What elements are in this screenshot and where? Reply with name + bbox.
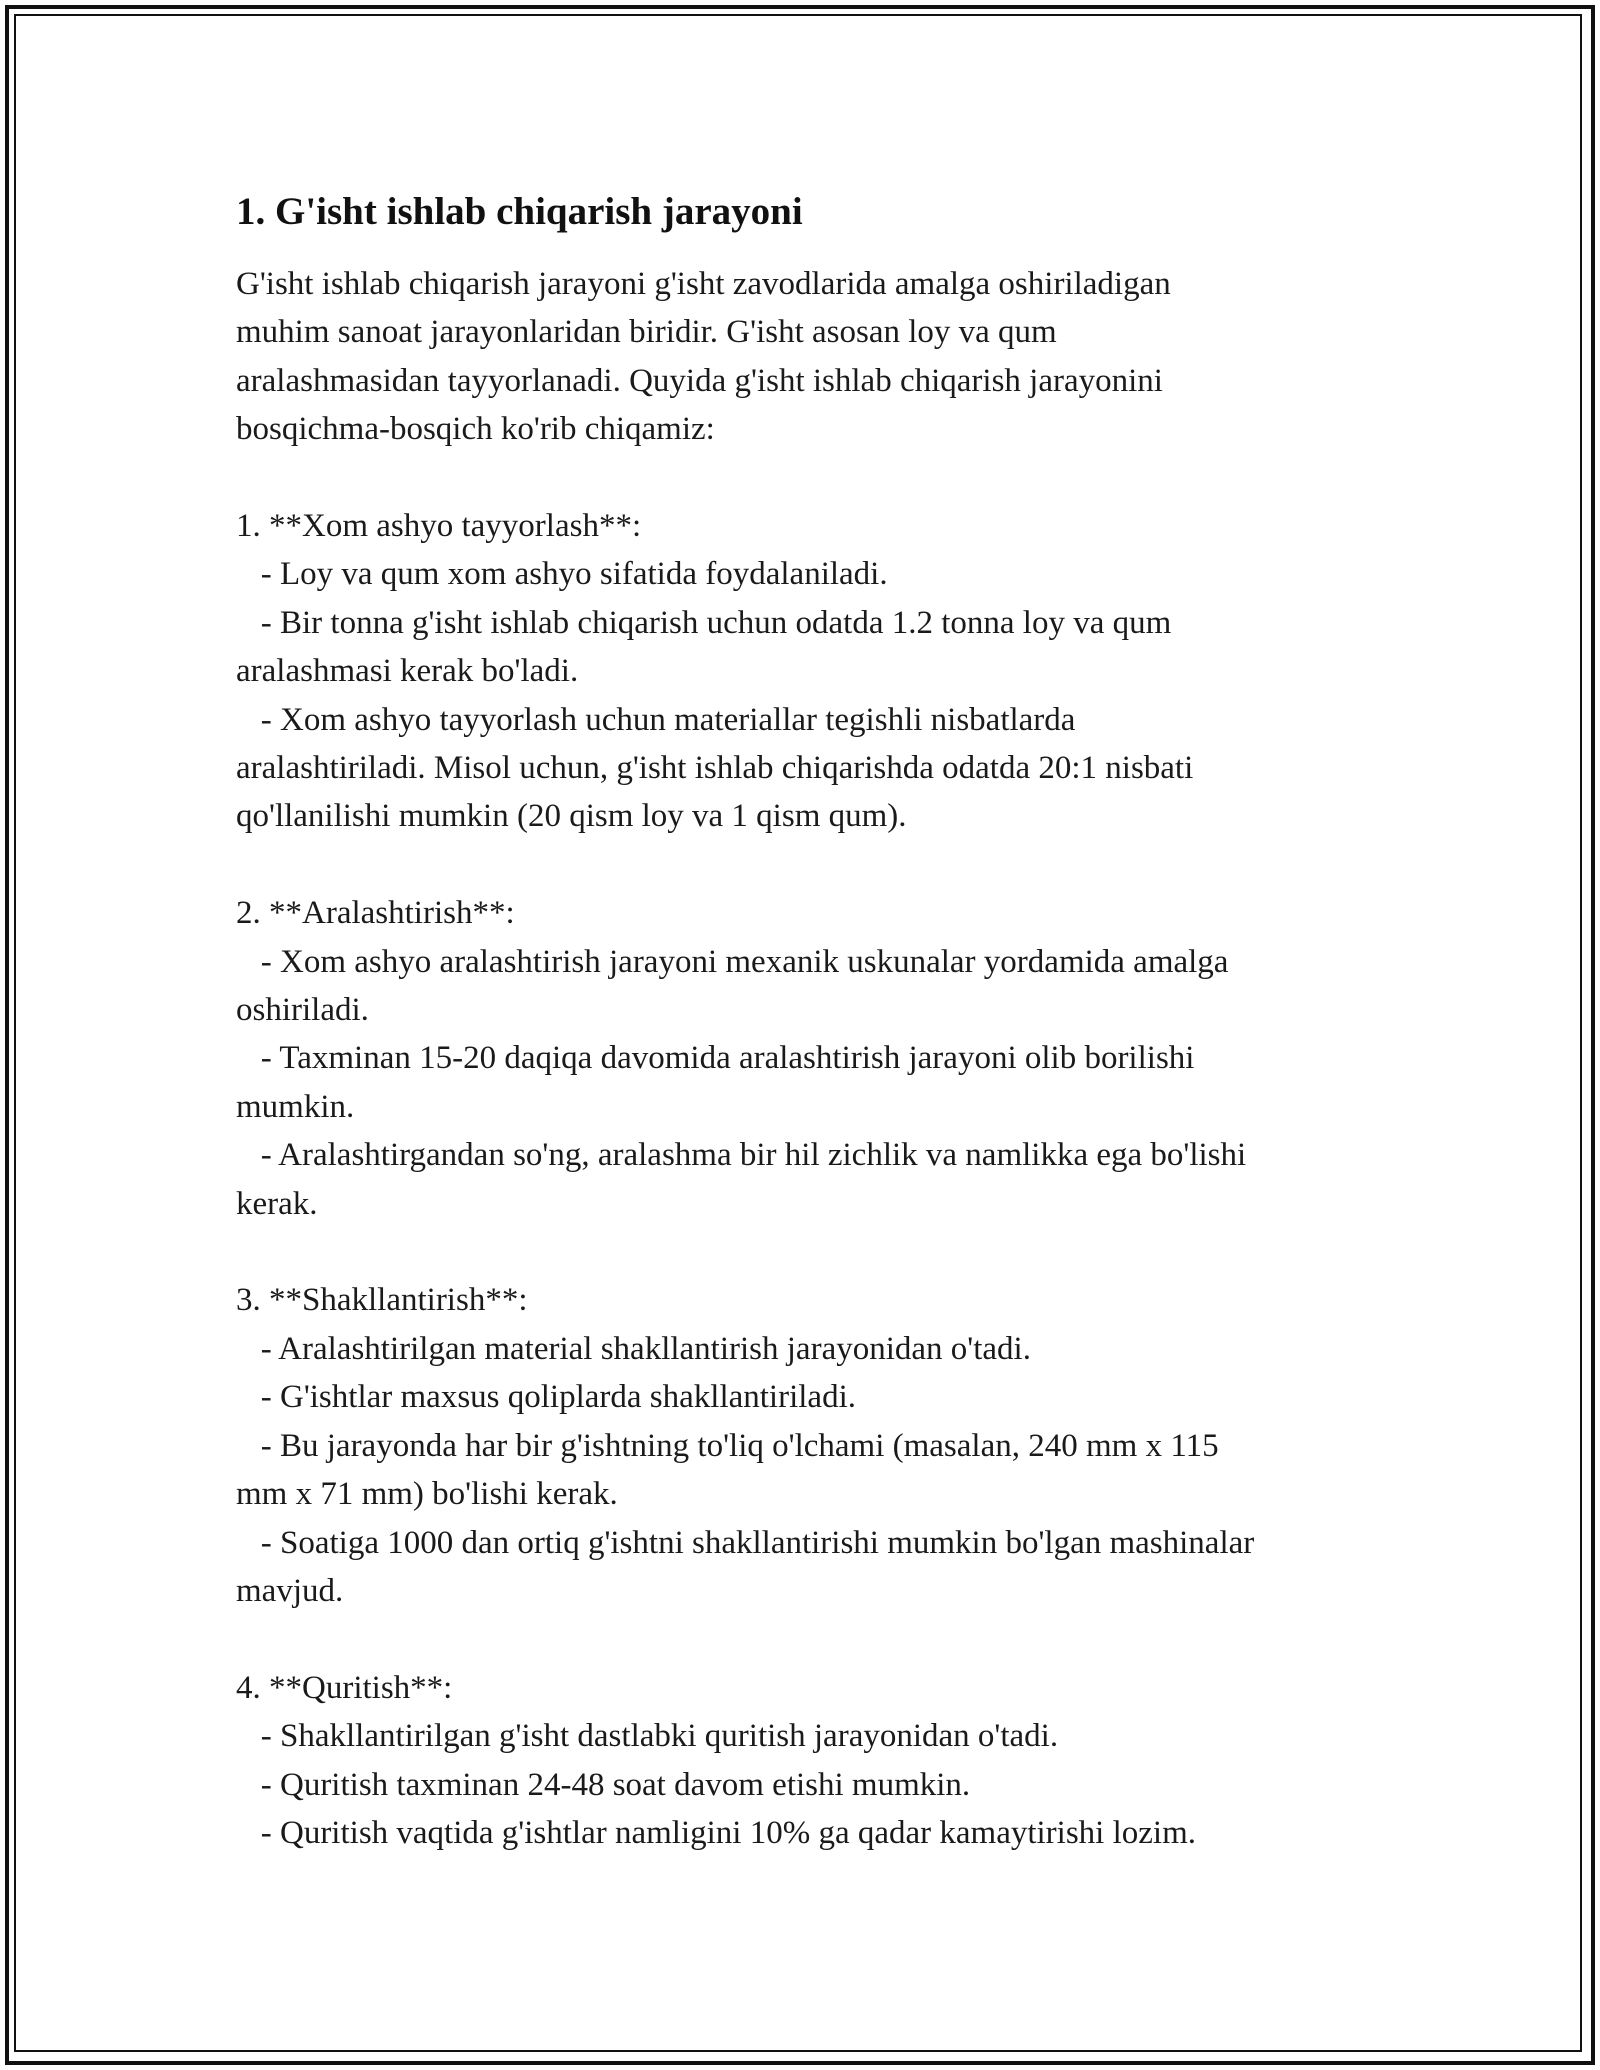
document-body <box>236 184 1386 1857</box>
section-line: aralashtiriladi. Misol uchun, g'isht ishlab chiqarishda odatda 20:1 nisbati <box>236 750 1194 787</box>
section-line: mm x 71 mm) bo'lishi kerak. <box>236 1476 618 1513</box>
section-line: - Bu jarayonda har bir g'ishtning to'liq o'lchami (masalan, 240 mm x 115 <box>236 1427 1219 1464</box>
intro-line: muhim sanoat jarayonlaridan biridir. G'isht asosan loy va qum <box>236 314 1057 351</box>
section-line: - Quritish taxminan 24-48 soat davom etishi mumkin. <box>236 1766 971 1803</box>
blank-line <box>236 454 1386 502</box>
section-line: - Quritish vaqtida g'ishtlar namligini 10% ga qadar kamaytirishi lozim. <box>236 1814 1196 1851</box>
document-title: 1. G'isht ishlab chiqarish jarayoni <box>236 190 803 233</box>
section-heading: 3. **Shakllantirish**: <box>236 1282 528 1319</box>
blank-line <box>236 1615 1386 1663</box>
section-line: mavjud. <box>236 1572 344 1609</box>
section-line: - Aralashtirilgan material shakllantirish jarayonidan o'tadi. <box>236 1330 1031 1367</box>
section-heading: 2. **Aralashtirish**: <box>236 895 515 932</box>
section-line: aralashmasi kerak bo'ladi. <box>236 653 579 690</box>
section-line: oshiriladi. <box>236 992 369 1029</box>
section-shakllantirish <box>236 1276 1386 1615</box>
section-line: - Loy va qum xom ashyo sifatida foydalaniladi. <box>236 556 888 593</box>
blank-line <box>236 1228 1386 1276</box>
intro-line: aralashmasidan tayyorlanadi. Quyida g'isht ishlab chiqarish jarayonini <box>236 362 1163 399</box>
section-line: - Xom ashyo aralashtirish jarayoni mexanik uskunalar yordamida amalga <box>236 943 1229 980</box>
section-line: - Taxminan 15-20 daqiqa davomida aralashtirish jarayoni olib borilishi <box>236 1040 1195 1077</box>
section-xom-ashyo <box>236 502 1386 841</box>
section-line: - Xom ashyo tayyorlash uchun materiallar tegishli nisbatlarda <box>236 701 1076 738</box>
section-line: - Bir tonna g'isht ishlab chiqarish uchun odatda 1.2 tonna loy va qum <box>236 604 1172 641</box>
section-line: - Aralashtirgandan so'ng, aralashma bir hil zichlik va namlikka ega bo'lishi <box>236 1137 1247 1174</box>
section-line: - Soatiga 1000 dan ortiq g'ishtni shakllantirishi mumkin bo'lgan mashinalar <box>236 1524 1255 1561</box>
intro-line: bosqichma-bosqich ko'rib chiqamiz: <box>236 411 715 448</box>
section-aralashtirish <box>236 889 1386 1228</box>
section-heading: 4. **Quritish**: <box>236 1669 453 1706</box>
section-line: mumkin. <box>236 1088 355 1125</box>
section-heading: 1. **Xom ashyo tayyorlash**: <box>236 508 642 545</box>
section-line: kerak. <box>236 1185 318 1222</box>
blank-line <box>236 841 1386 889</box>
section-line: - G'ishtlar maxsus qoliplarda shakllantiriladi. <box>236 1379 856 1416</box>
section-line: qo'llanilishi mumkin (20 qism loy va 1 qism qum). <box>236 798 907 835</box>
intro-line: G'isht ishlab chiqarish jarayoni g'isht zavodlarida amalga oshiriladigan <box>236 266 1171 302</box>
section-line: - Shakllantirilgan g'isht dastlabki quritish jarayonidan o'tadi. <box>236 1718 1059 1755</box>
intro-paragraph <box>236 260 1386 454</box>
section-quritish <box>236 1664 1386 1858</box>
